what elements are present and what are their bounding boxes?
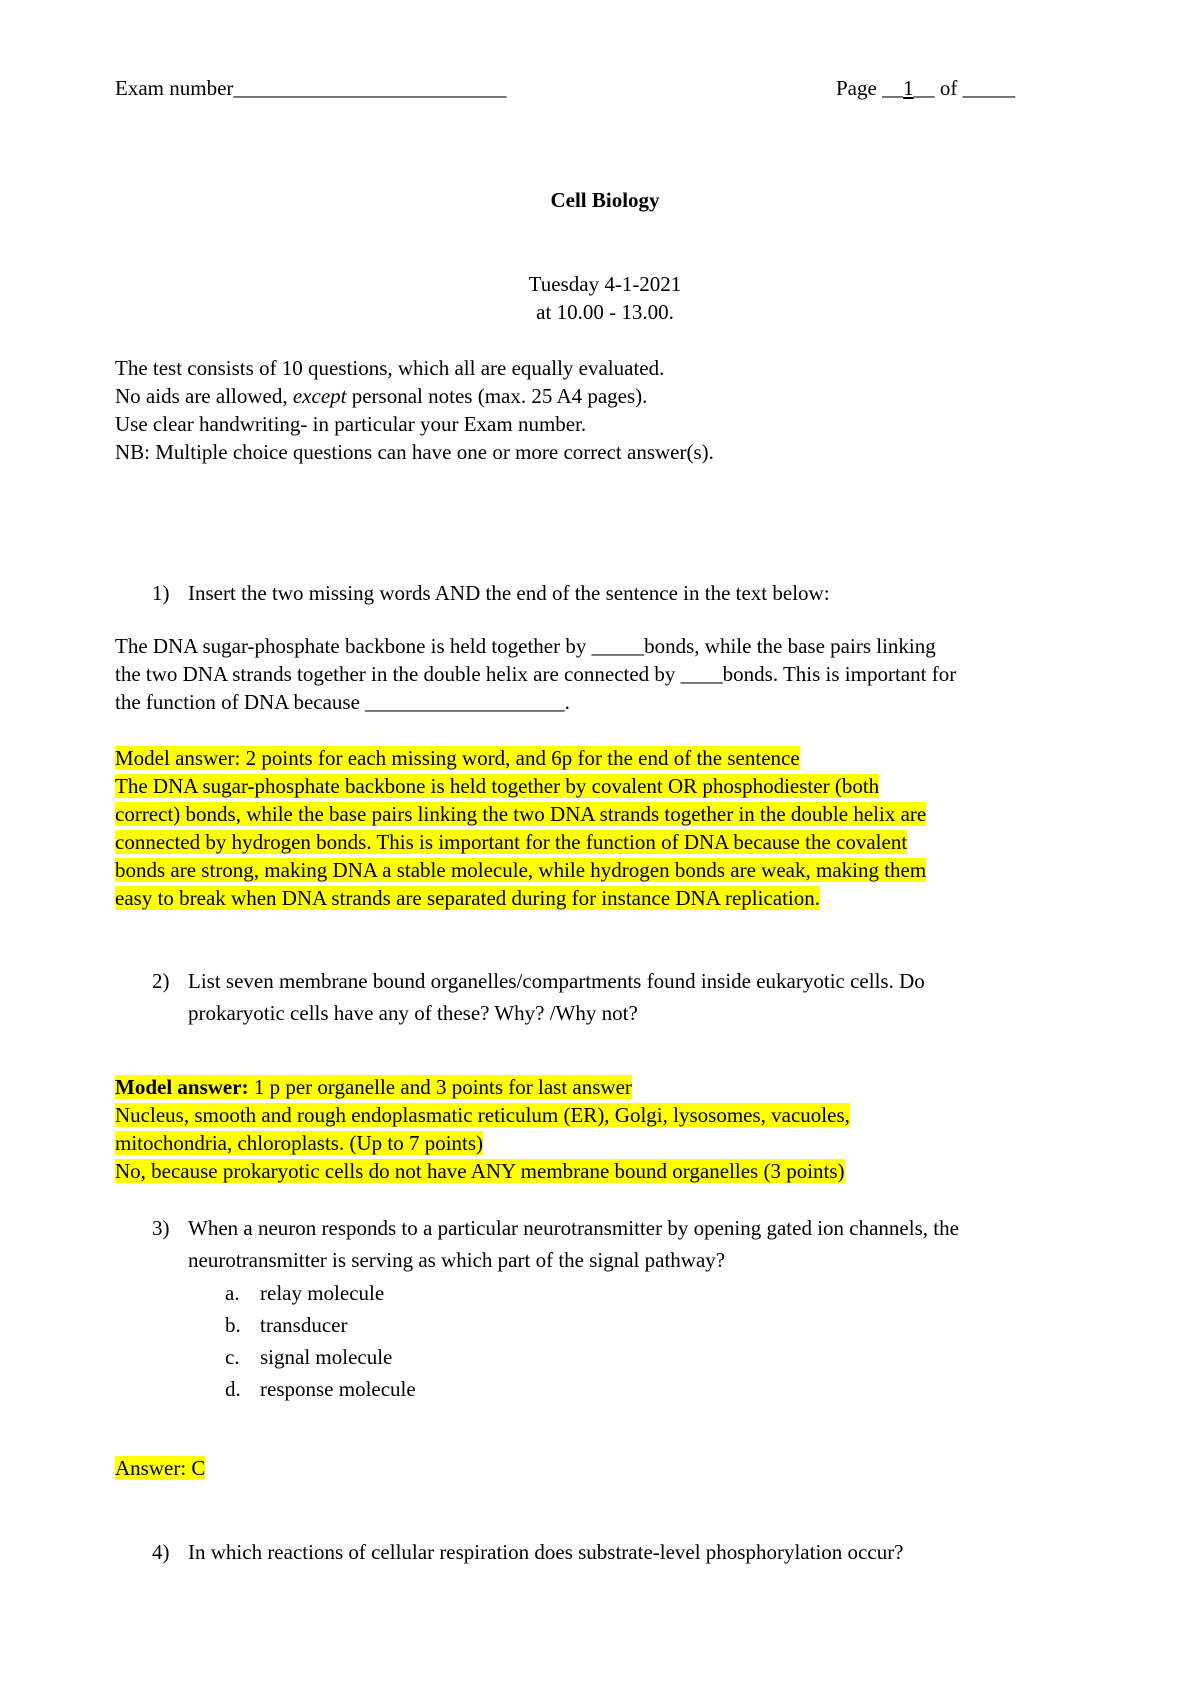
- question-3-answer: Answer: C: [115, 1456, 206, 1480]
- option-b-letter: b.: [225, 1313, 241, 1337]
- option-a-text: relay molecule: [260, 1281, 385, 1305]
- exam-number-field: [115, 74, 506, 102]
- exam-title: Cell Biology: [550, 188, 660, 212]
- q2-answer-line-1: 1 p per organelle and 3 points for last answer: [248, 1075, 632, 1099]
- option-d-text: response molecule: [260, 1377, 416, 1401]
- q1-answer-line-2: The DNA sugar-phosphate backbone is held together by covalent OR phosphodiester (both: [115, 774, 880, 798]
- page-current: 1: [903, 76, 914, 100]
- instruction-line-3: Use clear handwriting- in particular your Exam number.: [115, 412, 587, 436]
- question-3-prompt-line-2: neurotransmitter is serving as which part of the signal pathway?: [188, 1248, 726, 1272]
- question-4-number: 4): [152, 1540, 170, 1564]
- question-2-prompt-line-2: prokaryotic cells have any of these? Why? /Why not?: [188, 1001, 638, 1025]
- question-1-text-line-2: the two DNA strands together in the double helix are connected by ____bonds. This is important for: [115, 662, 957, 686]
- option-c-text: signal molecule: [260, 1345, 393, 1369]
- q2-answer-label: Model answer:: [115, 1075, 249, 1099]
- total-pages-blank: _____: [962, 76, 1016, 100]
- q2-answer-line-3: mitochondria, chloroplasts. (Up to 7 points): [115, 1131, 484, 1155]
- question-2-prompt-line-1: List seven membrane bound organelles/compartments found inside eukaryotic cells. Do: [188, 969, 925, 993]
- question-1-text-line-1: The DNA sugar-phosphate backbone is held together by _____bonds, while the base pairs linking: [115, 634, 936, 658]
- exam-date: Tuesday 4-1-2021: [528, 272, 682, 296]
- question-3-number: 3): [152, 1216, 170, 1240]
- page-number-field: [836, 74, 1015, 102]
- q1-answer-line-5: bonds are strong, making DNA a stable molecule, while hydrogen bonds are weak, making them: [115, 858, 927, 882]
- exam-number-blank: __________________________: [233, 76, 507, 100]
- option-a-letter: a.: [225, 1281, 240, 1305]
- q1-answer-line-6: easy to break when DNA strands are separated during for instance DNA replication.: [115, 886, 821, 910]
- q2-answer-line-4: No, because prokaryotic cells do not have ANY membrane bound organelles (3 points): [115, 1159, 845, 1183]
- instruction-line-2-post: personal notes (max. 25 A4 pages).: [346, 384, 648, 408]
- instruction-line-4: NB: Multiple choice questions can have one or more correct answer(s).: [115, 440, 714, 464]
- question-1-text-line-3: the function of DNA because ___________________.: [115, 690, 570, 714]
- of-label: of: [939, 76, 958, 100]
- q2-answer-line-2: Nucleus, smooth and rough endoplasmatic reticulum (ER), Golgi, lysosomes, vacuoles,: [115, 1103, 850, 1127]
- page-blank-before: __: [882, 76, 904, 100]
- question-1-number: 1): [152, 581, 170, 605]
- q1-answer-line-4: connected by hydrogen bonds. This is important for the function of DNA because the covalent: [115, 830, 908, 854]
- q1-answer-line-3: correct) bonds, while the base pairs linking the two DNA strands together in the double helix are: [115, 802, 927, 826]
- question-1-prompt: Insert the two missing words AND the end of the sentence in the text below:: [188, 581, 830, 605]
- q1-answer-line-1: Model answer: 2 points for each missing word, and 6p for the end of the sentence: [115, 746, 800, 770]
- instruction-line-2: [115, 382, 647, 410]
- option-b-text: transducer: [260, 1313, 348, 1337]
- question-2-number: 2): [152, 969, 170, 993]
- question-4-prompt: In which reactions of cellular respiration does substrate-level phosphorylation occur?: [188, 1540, 904, 1564]
- page-label: Page: [836, 76, 877, 100]
- option-d-letter: d.: [225, 1377, 241, 1401]
- exam-number-label: Exam number: [115, 76, 234, 100]
- page-blank-after: __: [913, 76, 935, 100]
- instruction-line-1: The test consists of 10 questions, which all are equally evaluated.: [115, 356, 665, 380]
- instruction-line-2-emphasis: except: [292, 384, 347, 408]
- option-c-letter: c.: [225, 1345, 240, 1369]
- exam-time: at 10.00 - 13.00.: [536, 300, 674, 324]
- question-3-prompt-line-1: When a neuron responds to a particular neurotransmitter by opening gated ion channels, the: [188, 1216, 959, 1240]
- instruction-line-2-pre: No aids are allowed,: [115, 384, 293, 408]
